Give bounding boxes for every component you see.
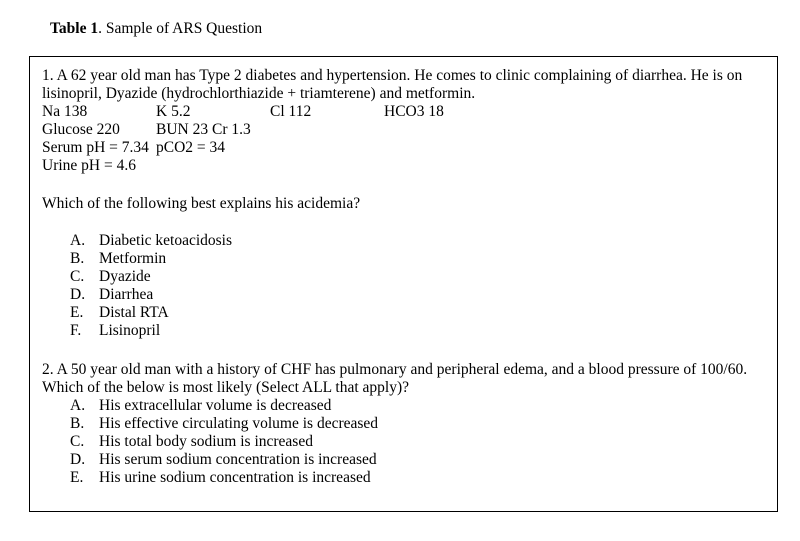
question-box bbox=[29, 56, 778, 512]
option-text: Lisinopril bbox=[99, 322, 161, 339]
option-letter: C. bbox=[70, 433, 85, 450]
q2-option-e bbox=[42, 469, 770, 487]
table-caption-text: . Sample of ARS Question bbox=[98, 20, 263, 37]
option-letter: D. bbox=[70, 451, 86, 468]
q2-option-c bbox=[42, 433, 770, 451]
lab-serum-ph: Serum pH = 7.34 bbox=[42, 139, 149, 156]
lab-pco2: pCO2 = 34 bbox=[156, 139, 226, 156]
option-letter: E. bbox=[70, 469, 84, 486]
option-text: His effective circulating volume is decreased bbox=[99, 415, 379, 432]
lab-hco3: HCO3 18 bbox=[384, 103, 444, 120]
lab-urine-ph: Urine pH = 4.6 bbox=[42, 157, 136, 174]
q1-option-e bbox=[42, 304, 770, 322]
option-text: His extracellular volume is decreased bbox=[99, 397, 332, 414]
option-text: His urine sodium concentration is increased bbox=[99, 469, 371, 486]
q1-option-c bbox=[42, 268, 770, 286]
option-letter: A. bbox=[70, 232, 86, 249]
option-text: Dyazide bbox=[99, 268, 151, 285]
option-text: His serum sodium concentration is increased bbox=[99, 451, 377, 468]
q1-option-a bbox=[42, 232, 770, 250]
q2-option-b bbox=[42, 415, 770, 433]
option-letter: B. bbox=[70, 415, 85, 432]
option-text: Diarrhea bbox=[99, 286, 154, 303]
option-letter: B. bbox=[70, 250, 85, 267]
option-text: Distal RTA bbox=[99, 304, 169, 321]
q2-stem-line-1: 2. A 50 year old man with a history of CHF has pulmonary and peripheral edema, and a blood pressure of 100/60. bbox=[42, 361, 748, 378]
option-letter: F. bbox=[70, 322, 82, 339]
option-letter: D. bbox=[70, 286, 86, 303]
q1-lab-values bbox=[42, 103, 770, 175]
lab-na: Na 138 bbox=[42, 103, 88, 120]
q1-option-d bbox=[42, 286, 770, 304]
q1-option-b bbox=[42, 250, 770, 268]
table-caption bbox=[50, 20, 262, 38]
option-text: His total body sodium is increased bbox=[99, 433, 313, 450]
q2-stem-line-2: Which of the below is most likely (Select ALL that apply)? bbox=[42, 379, 410, 396]
option-text: Diabetic ketoacidosis bbox=[99, 232, 232, 249]
question-1 bbox=[42, 67, 770, 340]
question-2 bbox=[42, 361, 770, 487]
q1-options bbox=[42, 232, 770, 340]
lab-k: K 5.2 bbox=[156, 103, 191, 120]
lab-glucose: Glucose 220 bbox=[42, 121, 120, 138]
option-letter: A. bbox=[70, 397, 86, 414]
option-letter: E. bbox=[70, 304, 84, 321]
q1-question: Which of the following best explains his acidemia? bbox=[42, 195, 361, 212]
q1-stem-line-2: lisinopril, Dyazide (hydrochlorthiazide + triamterene) and metformin. bbox=[42, 85, 476, 102]
q2-option-d bbox=[42, 451, 770, 469]
q1-stem-line-1: 1. A 62 year old man has Type 2 diabetes and hypertension. He comes to clinic complaining of diarrhea. He is on bbox=[42, 67, 743, 84]
lab-cl: Cl 112 bbox=[270, 103, 312, 120]
lab-bun-cr: BUN 23 Cr 1.3 bbox=[156, 121, 251, 138]
q1-option-f bbox=[42, 322, 770, 340]
q2-option-a bbox=[42, 397, 770, 415]
option-text: Metformin bbox=[99, 250, 167, 267]
q2-options bbox=[42, 397, 770, 487]
option-letter: C. bbox=[70, 268, 85, 285]
table-caption-label: Table 1 bbox=[50, 20, 99, 37]
